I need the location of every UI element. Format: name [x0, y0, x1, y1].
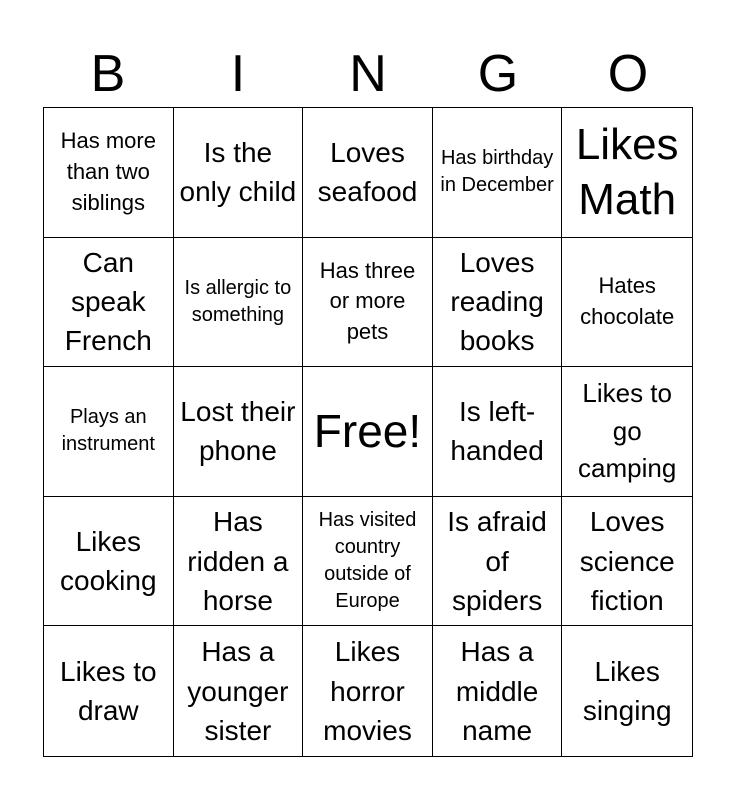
- bingo-cell[interactable]: [44, 626, 174, 756]
- bingo-cell[interactable]: [44, 238, 174, 368]
- cell-text: Likes to draw: [60, 656, 157, 727]
- cell-text: Has ridden a horse: [187, 506, 289, 616]
- cell-text: Can speak French: [64, 247, 152, 357]
- cell-text: Has three or more pets: [319, 257, 416, 345]
- bingo-cell[interactable]: [433, 108, 563, 238]
- bingo-cell[interactable]: [44, 497, 174, 627]
- cell-text: Has a younger sister: [187, 636, 289, 746]
- bingo-cell[interactable]: [562, 238, 692, 368]
- header-letter-n: N: [349, 45, 387, 103]
- cell-text: Has a middle name: [455, 636, 539, 746]
- free-space[interactable]: [303, 367, 433, 497]
- cell-text: Lost their phone: [180, 396, 296, 467]
- bingo-board: [43, 107, 693, 757]
- bingo-cell[interactable]: [44, 108, 174, 238]
- cell-text: Loves reading books: [450, 247, 544, 357]
- bingo-cell[interactable]: [303, 108, 433, 238]
- cell-text: Hates chocolate: [580, 273, 675, 329]
- cell-text: Is the only child: [179, 137, 297, 208]
- bingo-cell[interactable]: [562, 626, 692, 756]
- cell-text: Has more than two siblings: [60, 128, 156, 215]
- free-space-text: Free!: [313, 405, 422, 458]
- cell-text: Likes singing: [582, 656, 672, 727]
- bingo-cell[interactable]: [303, 626, 433, 756]
- bingo-cell[interactable]: [303, 238, 433, 368]
- bingo-cell[interactable]: [562, 367, 692, 497]
- bingo-cell[interactable]: [433, 497, 563, 627]
- cell-text: Likes horror movies: [323, 636, 412, 746]
- bingo-cell[interactable]: [433, 626, 563, 756]
- cell-text: Plays an instrument: [61, 406, 155, 456]
- bingo-cell[interactable]: [433, 238, 563, 368]
- bingo-cell[interactable]: [174, 497, 304, 627]
- header-letter-i: I: [230, 45, 246, 103]
- bingo-header: [43, 40, 693, 108]
- bingo-cell[interactable]: [44, 367, 174, 497]
- header-letter-o: O: [607, 45, 649, 103]
- cell-text: Likes cooking: [60, 525, 157, 597]
- cell-text: Likes Math: [575, 120, 679, 225]
- header-letter-g: G: [477, 45, 519, 103]
- bingo-cell[interactable]: [433, 367, 563, 497]
- cell-text: Has birthday in December: [440, 147, 554, 197]
- bingo-cell[interactable]: [562, 497, 692, 627]
- cell-text: Has visited country outside of Europe: [318, 509, 417, 613]
- bingo-cell[interactable]: [174, 367, 304, 497]
- bingo-cell[interactable]: [562, 108, 692, 238]
- header-letter-b: B: [90, 45, 126, 103]
- cell-text: Loves seafood: [317, 137, 418, 208]
- cell-text: Is afraid of spiders: [447, 506, 547, 616]
- cell-text: Is left-handed: [450, 396, 544, 467]
- bingo-cell[interactable]: [174, 626, 304, 756]
- cell-text: Loves science fiction: [579, 506, 675, 616]
- bingo-cell[interactable]: [174, 108, 304, 238]
- bingo-cell[interactable]: [174, 238, 304, 368]
- cell-text: Is allergic to something: [184, 276, 292, 326]
- cell-text: Likes to go camping: [578, 377, 677, 484]
- bingo-cell[interactable]: [303, 497, 433, 627]
